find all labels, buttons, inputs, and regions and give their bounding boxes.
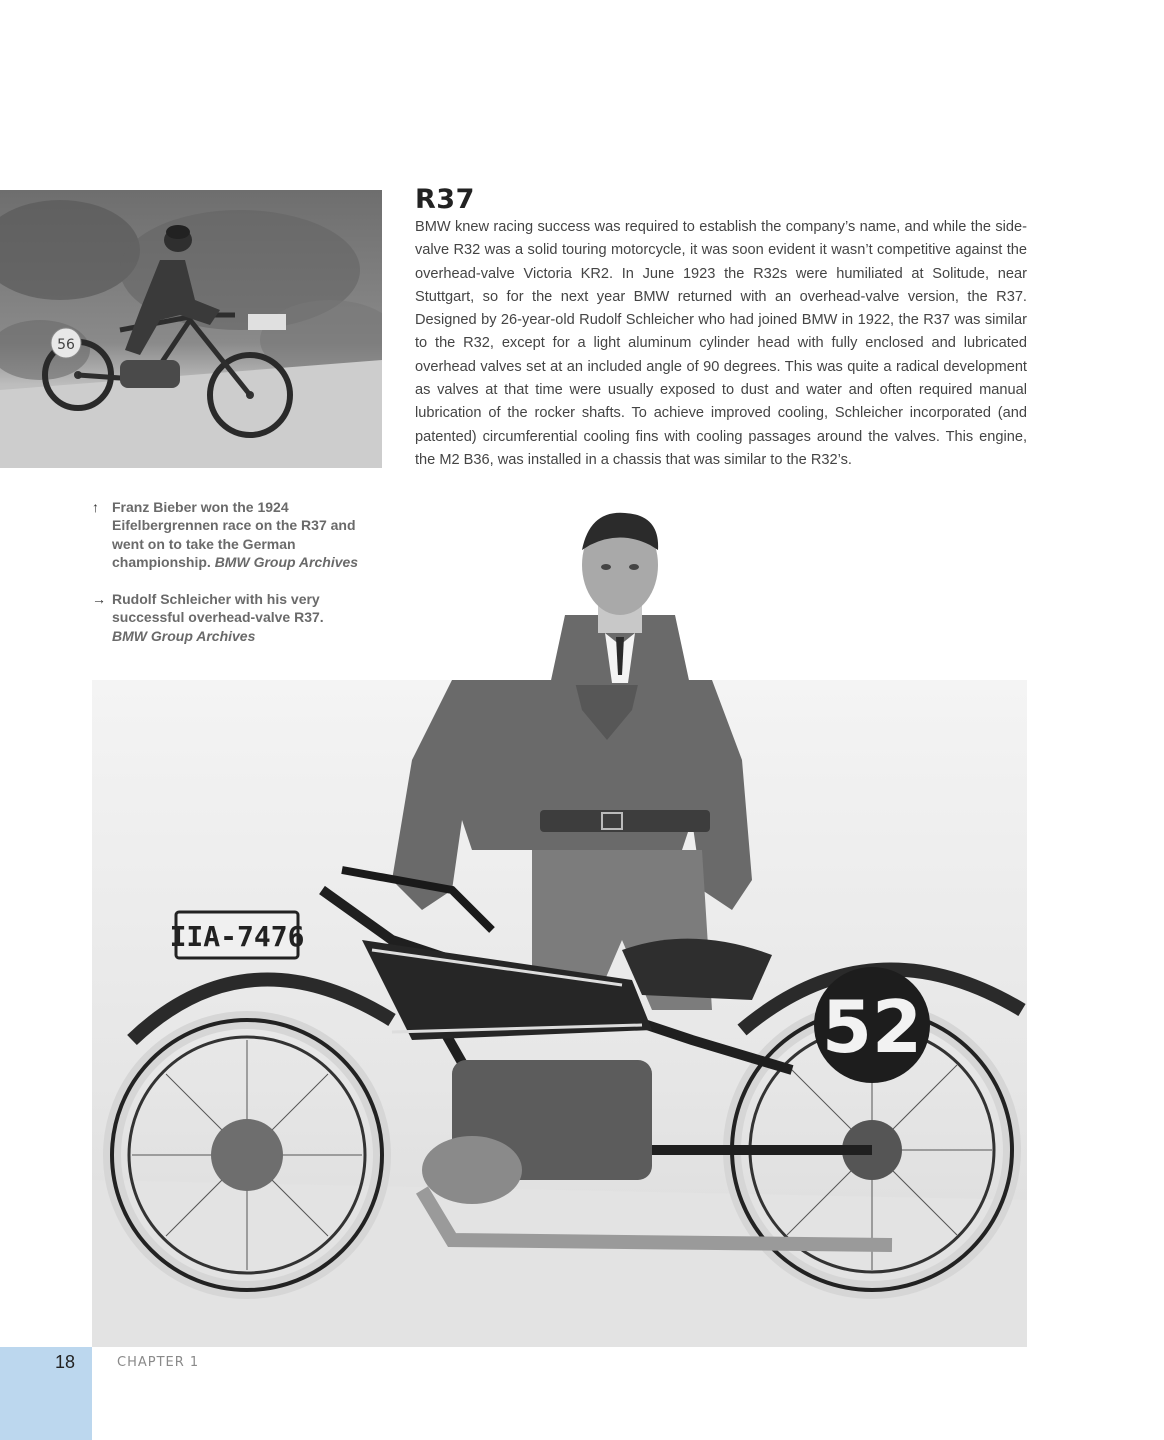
caption-portrait-photo (92, 590, 367, 645)
portrait-photo-art (92, 680, 1027, 1347)
page-tab (0, 1347, 92, 1440)
chapter-label: CHAPTER 1 (117, 1355, 200, 1370)
photo-credit: BMW Group Archives (112, 627, 256, 644)
caption-body (112, 590, 367, 645)
portrait-head-art (520, 505, 720, 685)
caption-race-photo (92, 498, 367, 571)
caption-text: Rudolf Schleicher with his very successful overhead-valve R37. (112, 591, 324, 626)
caption-text: Franz Bieber won the 1924 Eifelbergrennen race on the R37 and went on to take the German championship. (112, 499, 356, 570)
arrow-right-icon: → (92, 591, 106, 607)
race-number-56: 56 (57, 337, 75, 353)
section-heading: R37 (415, 184, 475, 215)
page-number: 18 (55, 1352, 76, 1372)
race-photo-art (0, 190, 382, 468)
license-plate: IIA-7476 (169, 920, 305, 953)
caption-body (112, 498, 367, 571)
body-paragraph: BMW knew racing success was required to establish the company’s name, and while the side-valve R32 was a solid touring motorcycle, it was soon evident it wasn’t competitive against the overhead-valve Victoria KR2. In June 1923 the R32s were humiliated at Solitude, near Stuttgart, so for the next year BMW returned with an overhead-valve version, the R37. Designed by 26-year-old Rudolf Schleicher who had joined BMW in 1922, the R37 was similar to the R32, except for a light aluminum cylinder head with fully enclosed and lubricated overhead valves set at an included angle of 90 degrees. This was quite a radical development as valves at that time were usually exposed to dust and water and often required manual lubrication of the rocker shafts. To achieve improved cooling, Schleicher incorporated (and patented) circumferential cooling fins with cooling passages around the valves. This engine, the M2 B36, was installed in a chassis that was similar to the R32’s. (415, 219, 1027, 468)
photo-credit: BMW Group Archives (214, 553, 359, 570)
arrow-up-icon: ↑ (92, 499, 99, 515)
portrait-photo (92, 680, 1027, 1347)
race-number-52: 52 (821, 985, 923, 1069)
race-photo (0, 190, 382, 468)
